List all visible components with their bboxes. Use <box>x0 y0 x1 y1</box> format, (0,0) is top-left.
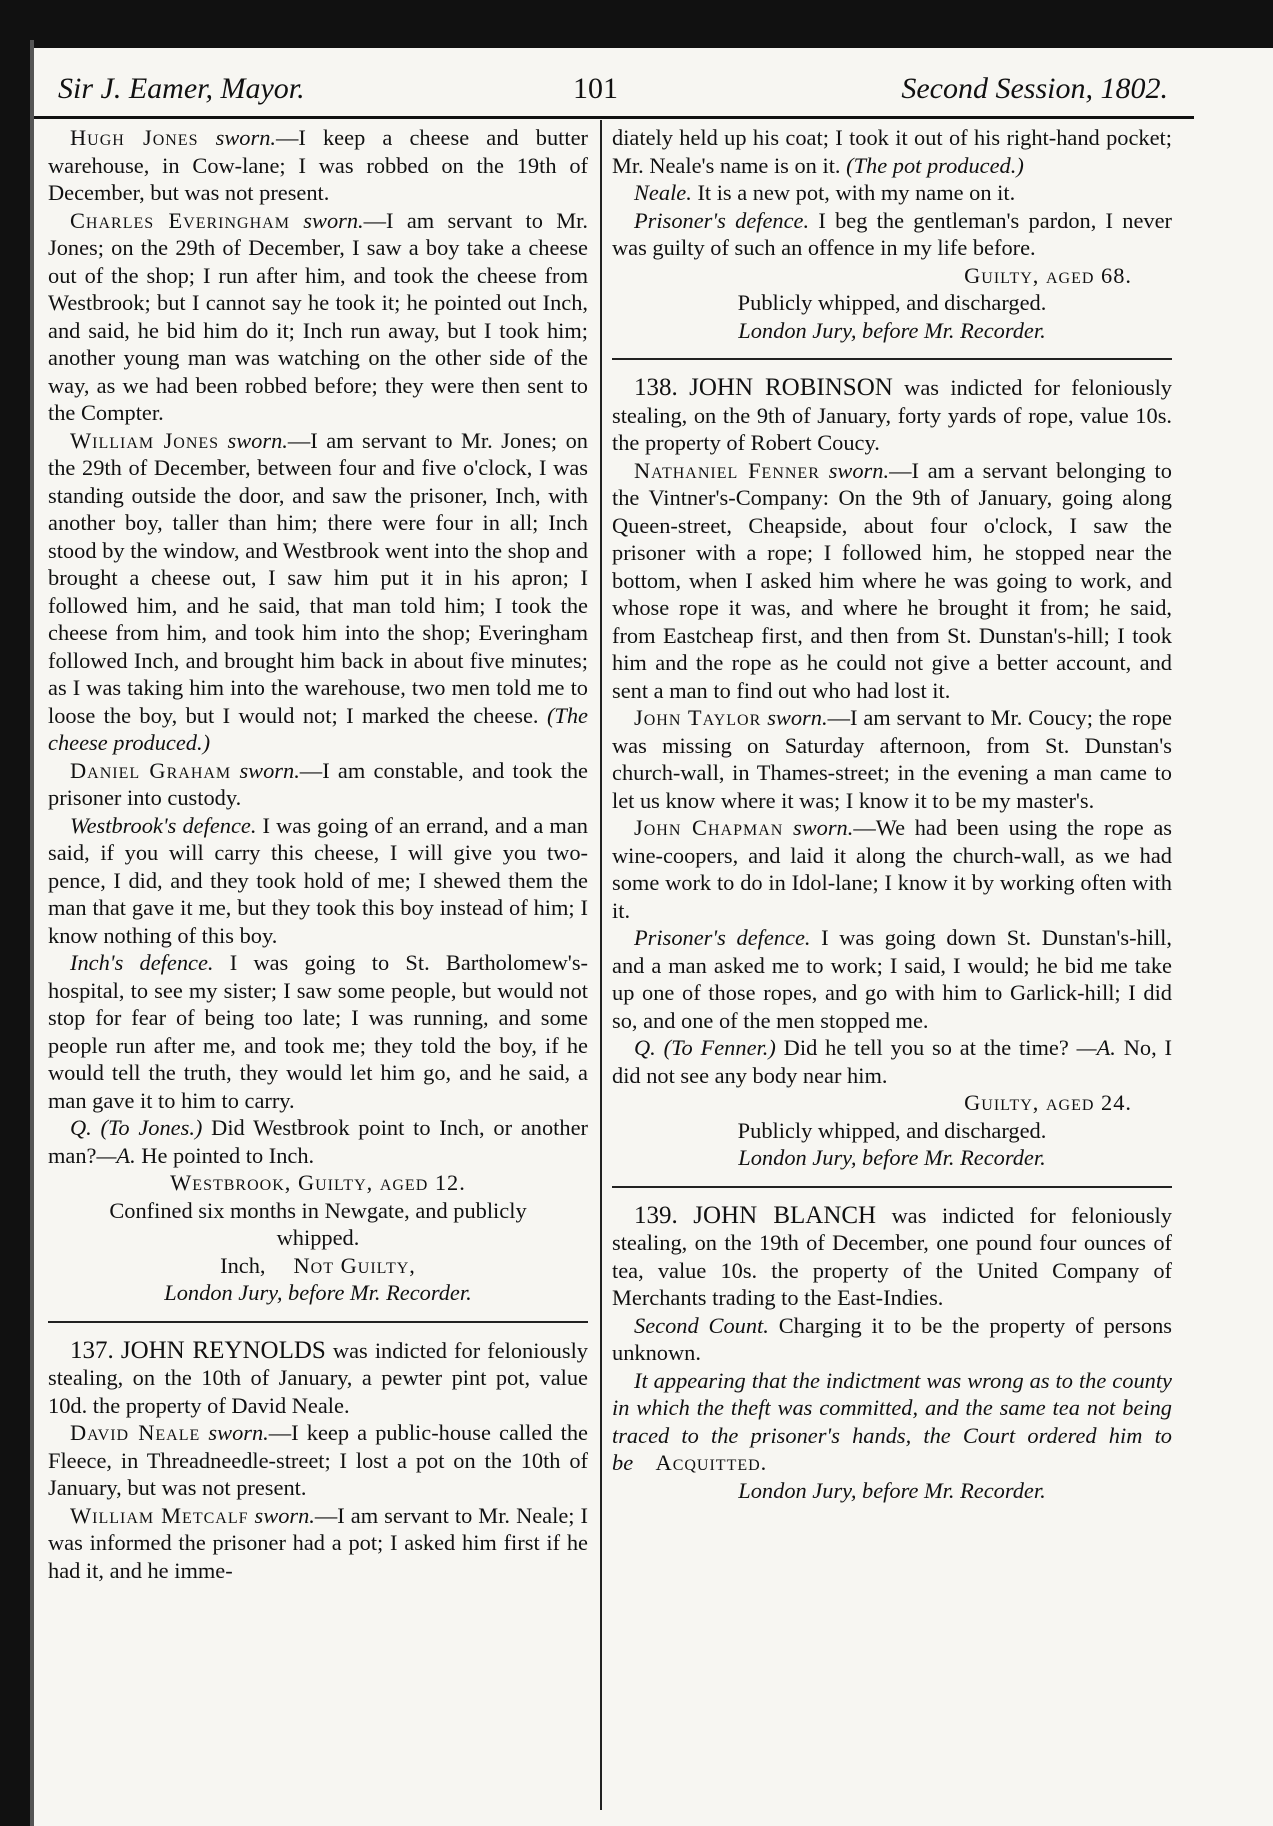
verdict-138: Guilty, aged 24. <box>964 1090 1132 1115</box>
testimony-fenner: Nathaniel Fenner sworn.—I am a servant belonging to the Vintner's-Company: On the 9th of January, going along Queen-street, Cheapside, about four o'clock, I saw the prisoner with a rope; I followed him, he stopped near the bottom, when I asked him where he was going to work, and whose rope it was, and where he brought it from; he said, from Eastcheap first, and then from St. Dunstan's-hill; I took him and the rope as he could not give a better account, and sent a man to find out who had lost it. <box>612 457 1172 703</box>
running-header <box>58 72 1168 118</box>
testimony-chapman: John Chapman sworn.—We had been using the rope as wine-coopers, and laid it along the church-wall, as we had some work to do in Idol-lane; I know it by working often with it. <box>612 815 1172 923</box>
right-column <box>612 124 1172 1504</box>
scan-border-left <box>0 0 30 1826</box>
testimony-graham: Daniel Graham sworn.—I am constable, and took the prisoner into custody. <box>48 757 588 810</box>
scan-shadow-left <box>30 40 34 1826</box>
verdict-inch: Inch, Not Guilty, <box>220 1252 416 1278</box>
scan-border-top <box>0 0 1273 48</box>
sentence-138: Publicly whipped, and discharged. <box>737 1117 1047 1143</box>
header-session: Second Session, 1802. <box>901 72 1168 105</box>
jury-note-137: London Jury, before Mr. Recorder. <box>738 317 1046 343</box>
page-number: 101 <box>573 72 618 105</box>
header-rule <box>34 116 1194 119</box>
sentence-westbrook: Confined six months in Newgate, and publicly whipped. <box>109 1197 527 1250</box>
testimony-hugh-jones: Hugh Jones sworn.—I keep a cheese and butter warehouse, in Cow-lane; I was robbed on the 19th of December, but was not present. <box>48 125 588 205</box>
testimony-metcalf: William Metcalf sworn.—I am servant to Mr. Neale; I was informed the prisoner had a pot; I asked him first if he had it, and he imme- <box>48 1502 588 1583</box>
sentence-137: Publicly whipped, and discharged. <box>737 290 1047 315</box>
neale-statement: Neale. It is a new pot, with my name on it. <box>634 180 1016 205</box>
header-mayor: Sir J. Eamer, Mayor. <box>58 72 305 105</box>
acquittal-note: It appearing that the indictment was wrong as to the county in which the theft was committed, and the same tea not being traced to the prisoner's hands, the Court ordered him to be Acquitted. <box>612 1367 1172 1475</box>
second-count: Second Count. Charging it to be the property of persons unknown. <box>612 1312 1172 1365</box>
case-divider <box>612 1186 1172 1188</box>
case-138-indictment: 138. JOHN ROBINSON was indicted for feloniously stealing, on the 9th of January, forty yards of rope, value 10s. the property of Robert Coucy. <box>612 374 1172 455</box>
metcalf-continued: diately held up his coat; I took it out of his right-hand pocket; Mr. Neale's name is on it. (The pot produced.) <box>612 125 1172 178</box>
prisoner-defence-138: Prisoner's defence. I was going down St. Dunstan's-hill, and a man asked me to work; I said, I would; he bid me take up one of those ropes, and go with him to Garlick-hill; I did so, and one of the men stopped me. <box>612 925 1172 1033</box>
question-to-fenner: Q. (To Fenner.) Did he tell you so at the time? —A. No, I did not see any body near him. <box>612 1035 1172 1088</box>
case-139-indictment: 139. JOHN BLANCH was indicted for feloniously stealing, on the 19th of December, one pound four ounces of tea, value 10s. the property of the United Company of Merchants trading to the East-Indies. <box>612 1201 1172 1310</box>
testimony-taylor: John Taylor sworn.—I am servant to Mr. Coucy; the rope was missing on Saturday afternoon, from St. Dunstan's church-wall, in Thames-street; in the evening a man came to let us know where it was; I know it to be my master's. <box>612 705 1172 813</box>
jury-note-139: London Jury, before Mr. Recorder. <box>738 1477 1046 1503</box>
left-column <box>48 124 588 1584</box>
column-divider <box>600 120 602 1810</box>
jury-note-1: London Jury, before Mr. Recorder. <box>164 1280 472 1305</box>
testimony-everingham: Charles Everingham sworn.—I am servant to Mr. Jones; on the 29th of December, I saw a boy take a cheese out of the shop; I run after him, and took the cheese from Westbrook; but I cannot say he took it; he pointed out Inch, and said, he bid him do it; Inch run away, but I took him; another young man was watching on the other side of the way, as we had been robbed before; they were then sent to the Compter. <box>48 207 588 425</box>
case-137-indictment: 137. JOHN REYNOLDS was indicted for feloniously stealing, on the 10th of January, a pewter pint pot, value 10d. the property of David Neale. <box>48 1336 588 1418</box>
testimony-william-jones: William Jones sworn.—I am servant to Mr. Jones; on the 29th of December, between four and five o'clock, I was standing outside the door, and saw the prisoner, Inch, with another boy, taller than him; there were four in all; Inch stood by the window, and Westbrook went into the shop and brought a cheese out, I saw him put it in his apron; I followed him, and he said, that man told him; I took the cheese from him, and took him into the shop; Everingham followed Inch, and brought him back in about five minutes; as I was taking him into the warehouse, two men told me to loose the boy, but I would not; I marked the cheese. (The cheese produced.) <box>48 427 588 755</box>
testimony-neale: David Neale sworn.—I keep a public-house called the Fleece, in Threadneedle-street; I lost a pot on the 10th of January, but was not present. <box>48 1420 588 1500</box>
jury-note-138: London Jury, before Mr. Recorder. <box>738 1145 1046 1170</box>
case-divider <box>48 1321 588 1323</box>
verdict-westbrook: Westbrook, Guilty, aged 12. <box>170 1170 466 1195</box>
case-divider <box>612 358 1172 360</box>
question-to-jones: Q. (To Jones.) Did Westbrook point to Inch, or another man?—A. He pointed to Inch. <box>48 1115 588 1168</box>
inch-defence: Inch's defence. I was going to St. Bartholomew's-hospital, to see my sister; I saw some people, but would not stop for fear of being too late; I was running, and some people run after me, and took me; they told the boy, if he would tell the truth, they would let him go, and he said, a man gave it to him to carry. <box>48 950 588 1113</box>
verdict-137: Guilty, aged 68. <box>964 262 1132 288</box>
westbrook-defence: Westbrook's defence. I was going of an errand, and a man said, if you will carry this cheese, I will give you two-pence, I did, and they took hold of me; I shewed them the man that gave it me, but they took this boy instead of him; I know nothing of this boy. <box>48 812 588 948</box>
prisoner-defence-137: Prisoner's defence. I beg the gentleman's pardon, I never was guilty of such an offence in my life before. <box>612 207 1172 260</box>
